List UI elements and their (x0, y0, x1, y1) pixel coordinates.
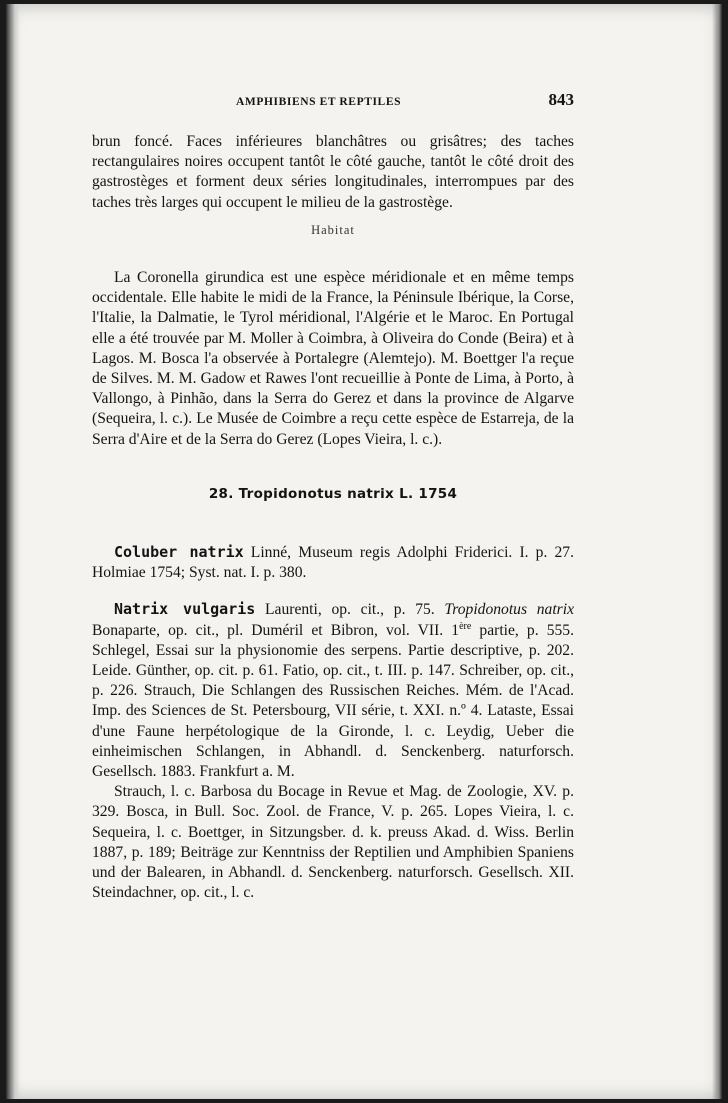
habitat-paragraph: La Coronella girundica est une espèce méridionale et en même temps occidentale. Elle habite le midi de la France, la Péninsule Ibérique, la Corse, l'Italie, la Dalmatie, le Tyrol méridional, l'Algérie et le Maroc. En Portugal elle a été trouvée par M. Moller à Coimbra, à Oliveira do Conde (Beira) et à Lagos. M. Bosca l'a observée à Portalegre (Alemtejo). M. Boettger l'a reçue de Silves. M. M. Gadow et Rawes l'ont recueillie à Ponte de Lima, à Porto, à Vallongo, à Pinhão, dans la Serra do Gerez et dans la province de Algarve (Sequeira, l. c.). Le Musée de Coimbre a reçu cette espèce de Estarreja, de la Serra d'Aire et de la Serra do Gerez (Lopes Vieira, l. c.). (92, 269, 574, 448)
synonym-italic-name: Tropidonotus natrix (444, 601, 575, 619)
body-text (92, 132, 574, 904)
synonym-citation-part: Bonaparte, op. cit., pl. Duméril et Bibron, vol. VII. 1 (92, 621, 460, 639)
synonym-entry (92, 542, 574, 583)
synonym-name: Coluber natrix (114, 543, 244, 562)
running-title: AMPHIBIENS ET REPTILES (236, 96, 402, 108)
synonym-entry (92, 599, 574, 782)
running-head (92, 90, 574, 114)
synonym-citation-part: Laurenti, op. cit., p. 75. (255, 601, 445, 619)
scanned-page (6, 4, 722, 1099)
species-heading: 28. Tropidonotus natrix L. 1754 (208, 485, 458, 502)
synonym-citation-part: partie, p. 555. Schlegel, Essai sur la physionomie des serpens. Partie descriptive, p. 202. Leide. Günther, op. cit. p. 61. Fatio, op. cit., t. III. p. 147. Schreiber, op. cit., p. 226. Strauch, Die Schlangen des Russischen Reiches. Mém. de l'Acad. Imp. des Sciences de St. Petersbourg, VII série, t. XXI. n.º 4. Lataste, Essai d'une Faune herpétologique de la Gironde, l. c. Leydig, Ueber die einheimischen Schlangen, in Abhandl. d. Senckenberg. naturforsch. Gesellsch. 1883. Frankfurt a. M. (92, 621, 574, 781)
synonym-name: Natrix vulgaris (114, 600, 256, 619)
habitat-label: Habitat (311, 222, 355, 237)
page-number: 843 (548, 90, 574, 109)
description-paragraph: brun foncé. Faces inférieures blanchâtres ou grisâtres; des taches rectangulaires noires occupent tantôt le côté gauche, tantôt le côté droit des gastrostèges et forment deux séries longitudinales, interrompues par des taches très larges qui occupent le milieu de la gastrostège. (92, 133, 574, 211)
paragraph-gap (92, 583, 574, 599)
synonym-citation: Linné, Museum regis Adolphi Friderici. I. p. 27. Holmiae 1754; Syst. nat. I. p. 380. (92, 544, 574, 582)
page-edge-shadow (712, 4, 722, 1099)
binding-shadow (6, 4, 20, 1099)
references-paragraph: Strauch, l. c. Barbosa du Bocage in Revue et Mag. de Zoologie, XV. p. 329. Bosca, in Bull. Soc. Zool. de France, V. p. 265. Lopes Vieira, l. c. Sequeira, l. c. Boettger, in Sitzungsber. d. k. preuss Akad. d. Wiss. Berlin 1887, p. 189; Beiträge zur Kenntniss der Reptilien und Amphibien Spaniens und der Balearen, in Abhandl. d. Senckenberg. naturforsch. Gesellsch. XII. Steindachner, op. cit., l. c. (92, 783, 574, 902)
superscript: ère (459, 620, 472, 632)
